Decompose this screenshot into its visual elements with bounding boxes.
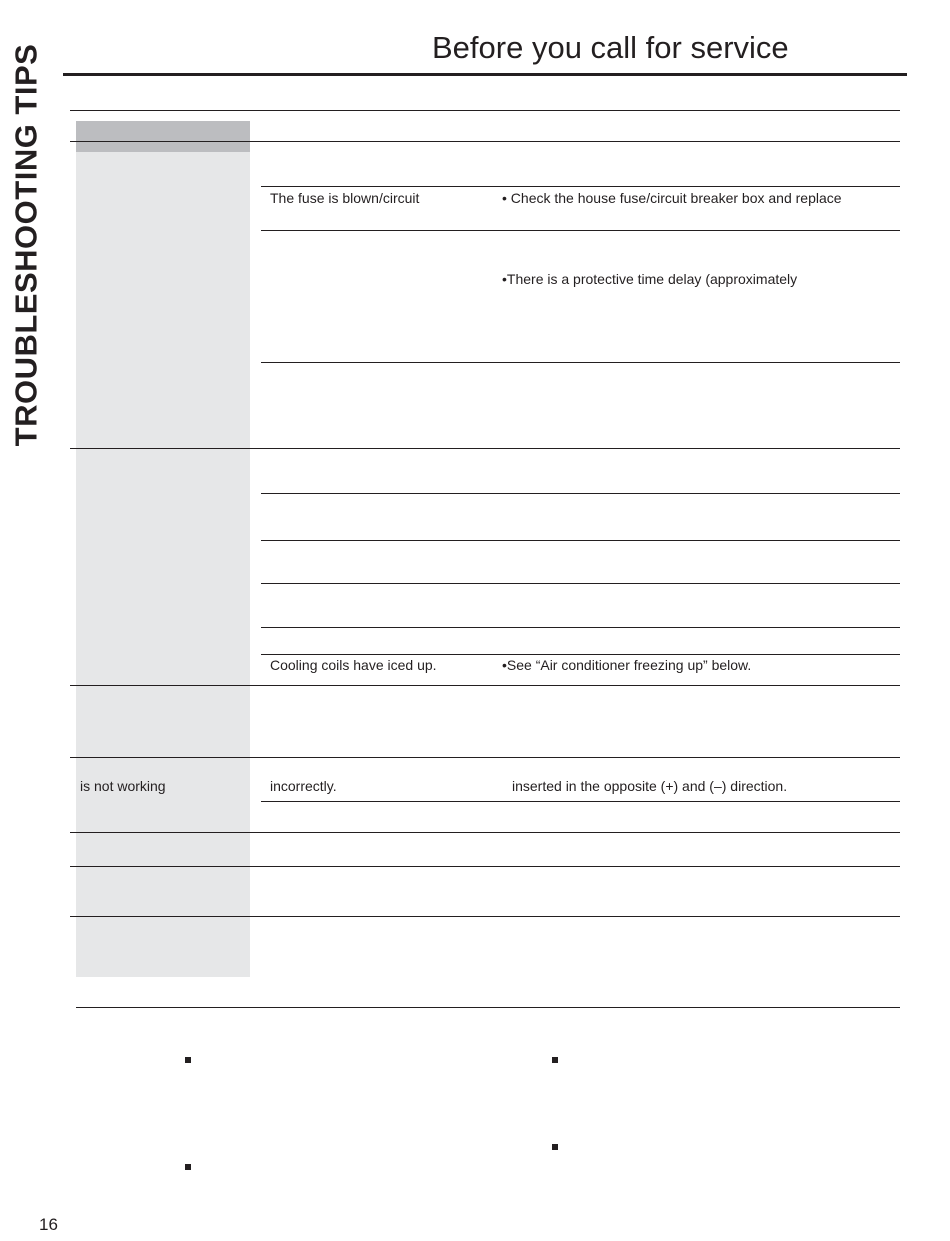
action-cell: •See “Air conditioner freezing up” below. xyxy=(502,657,752,673)
group-divider xyxy=(70,832,900,833)
table-top-rule xyxy=(70,110,900,111)
action-cell: inserted in the opposite (+) and (–) direction. xyxy=(512,778,788,794)
bullet-icon xyxy=(185,1164,191,1170)
action-cell: • Check the house fuse/circuit breaker box and replace xyxy=(502,190,842,206)
action-cell: •There is a protective time delay (approximately xyxy=(502,271,798,287)
group-divider xyxy=(70,685,900,686)
row-divider xyxy=(261,230,900,231)
bullet-icon xyxy=(552,1057,558,1063)
cause-cell: The fuse is blown/circuit xyxy=(270,190,420,206)
row-divider xyxy=(261,627,900,628)
group-divider xyxy=(70,448,900,449)
bullet-icon xyxy=(552,1144,558,1150)
section-title xyxy=(6,40,46,450)
section-title-text: TROUBLESHOOTING TIPS xyxy=(8,43,43,447)
table-bottom-rule xyxy=(76,1007,900,1008)
row-divider xyxy=(261,654,900,655)
cause-cell: incorrectly. xyxy=(270,778,337,794)
page-number: 16 xyxy=(39,1215,58,1234)
header-rule xyxy=(63,73,907,76)
table-header-rule xyxy=(70,141,900,142)
problem-column-background xyxy=(76,121,250,977)
row-divider xyxy=(261,583,900,584)
cause-cell: Cooling coils have iced up. xyxy=(270,657,437,673)
group-divider xyxy=(70,866,900,867)
row-divider xyxy=(261,362,900,363)
group-divider xyxy=(70,757,900,758)
row-divider xyxy=(261,186,900,187)
problem-cell: is not working xyxy=(80,778,166,794)
group-divider xyxy=(70,916,900,917)
problem-column-header xyxy=(76,121,250,152)
bullet-icon xyxy=(185,1057,191,1063)
row-divider xyxy=(261,540,900,541)
row-divider xyxy=(261,801,900,802)
page-title: Before you call for service xyxy=(432,30,789,65)
row-divider xyxy=(261,493,900,494)
